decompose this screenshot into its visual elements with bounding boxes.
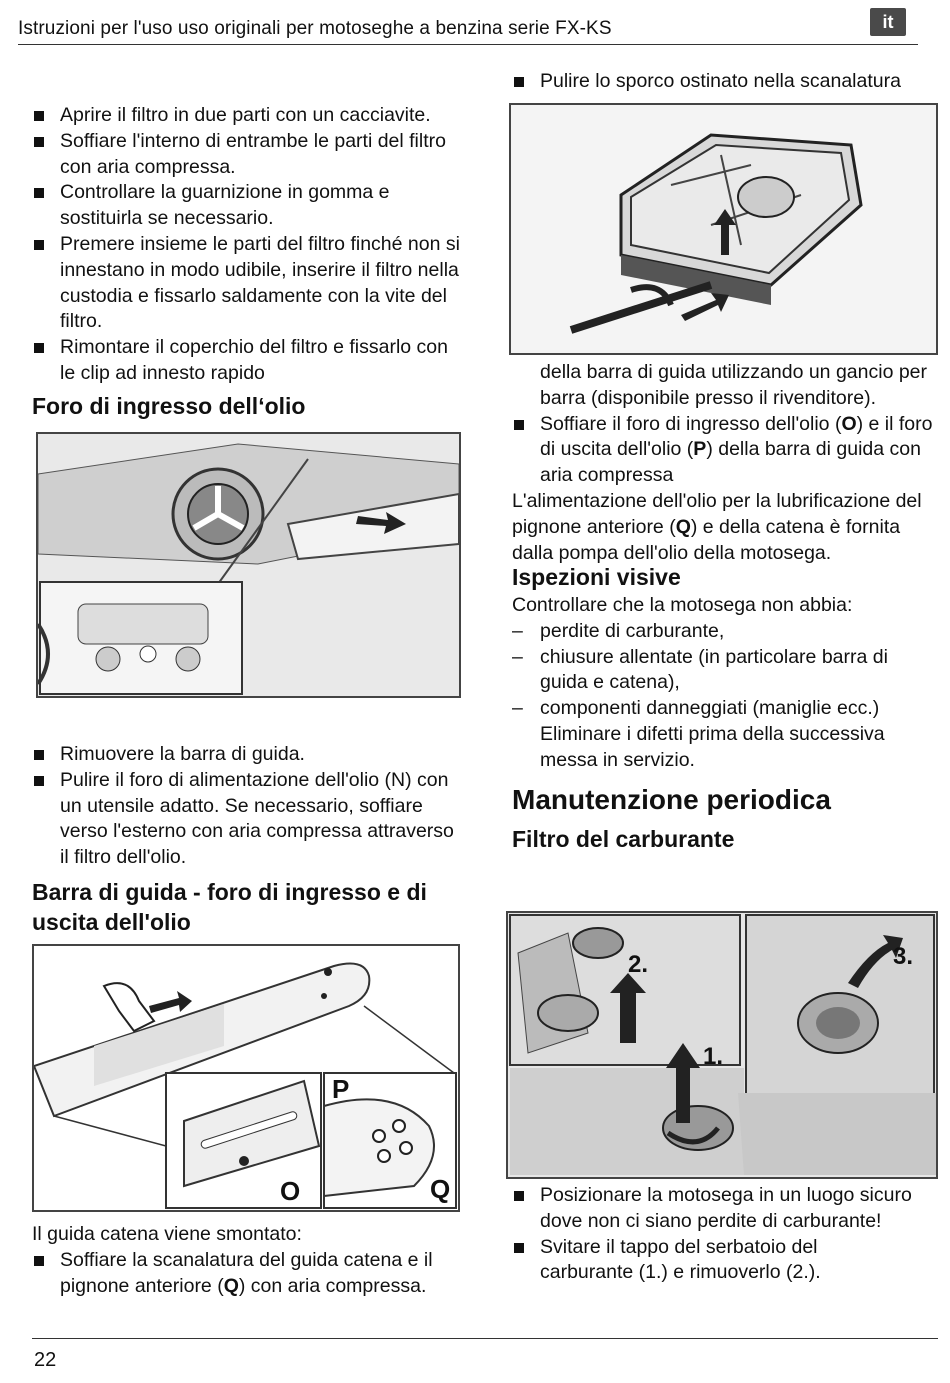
text-segment: Soffiare il foro di ingresso dell'olio ( <box>540 412 842 435</box>
label-q: Q <box>430 1174 451 1204</box>
oil-feed-paragraph <box>512 489 940 566</box>
footer-divider <box>32 1338 938 1339</box>
fuel-filter-steps-list <box>512 1183 912 1286</box>
list-item: Soffiare l'interno di entrambe le parti del filtro con aria compressa. <box>32 129 462 181</box>
heading-fuel-filter: Filtro del carburante <box>512 826 735 852</box>
step-1-label: 1. <box>703 1043 724 1070</box>
list-item: Controllare la guarnizione in gomma e sostituirla se necessario. <box>32 180 462 232</box>
list-item <box>512 412 940 489</box>
step-2-label: 2. <box>628 951 649 978</box>
text-segment: ) con aria compressa. <box>238 1274 427 1297</box>
air-filter-illustration <box>509 103 938 355</box>
list-item: Aprire il filtro in due parti con un cacciavite. <box>32 103 462 129</box>
list-item: Pulire lo sporco ostinato nella scanalatura <box>512 69 937 95</box>
document-header-title: Istruzioni per l'uso uso originali per motoseghe a benzina serie FX-KS <box>18 18 612 39</box>
label-p-inline: P <box>693 438 707 461</box>
cleaning-text <box>512 360 940 566</box>
continued-text: della barra di guida utilizzando un gancio per barra (disponibile presso il rivenditore). <box>540 361 928 409</box>
visual-inspection-list <box>512 593 937 774</box>
oil-inlet-illustration <box>36 432 461 698</box>
check-intro: Controllare che la motosega non abbia: <box>512 594 853 616</box>
text-segment: Soffiare la scanalatura del guida catena e il pignone anteriore ( <box>60 1248 433 1297</box>
step-3-label: 3. <box>893 943 914 970</box>
list-item: Premere insieme le parti del filtro finché non si innestano in modo udibile, inserire il filtro nella custodia e fissarlo saldamente con la vite del filtro. <box>32 232 462 335</box>
label-o-inline: O <box>841 412 857 435</box>
right-top-list <box>512 69 937 95</box>
text-segment: ) e il foro di uscita dell'olio ( <box>540 412 933 461</box>
label-o: O <box>280 1176 301 1206</box>
list-item: – componenti danneggiati (maniglie ecc.) Eliminare i difetti prima della successiva messa in servizio. <box>512 696 937 773</box>
guide-bar-removed-text <box>32 1222 462 1299</box>
heading-periodic-maintenance: Manutenzione periodica <box>512 784 831 815</box>
label-q-inline: Q <box>675 515 691 538</box>
list-item: Rimuovere la barra di guida. <box>32 742 462 768</box>
list-item: – chiusure allentate (in particolare barra di guida e catena), <box>512 645 937 697</box>
heading-guide-bar: Barra di guida - foro di ingresso e di uscita dell'olio <box>32 879 427 935</box>
header-divider <box>18 44 918 45</box>
list-item: Svitare il tappo del serbatoio del carburante (1.) e rimuoverlo (2.). <box>512 1235 912 1287</box>
label-p: P <box>332 1074 350 1104</box>
list-item <box>32 1248 462 1300</box>
page-number: 22 <box>34 1349 57 1371</box>
list-item: Rimontare il coperchio del filtro e fissarlo con le clip ad innesto rapido <box>32 335 462 387</box>
oil-inlet-steps-list <box>32 742 462 871</box>
list-item: – perdite di carburante, <box>512 619 937 645</box>
fuel-cap-illustration <box>506 911 938 1179</box>
language-badge: it <box>870 8 906 36</box>
filter-steps-list <box>32 103 462 387</box>
guide-bar-illustration <box>32 944 460 1212</box>
intro-text: Il guida catena viene smontato: <box>32 1223 302 1245</box>
list-item: Pulire il foro di alimentazione dell'olio (N) con un utensile adatto. Se necessario, soffiare verso l'esterno con aria compressa attraverso il filtro dell'olio. <box>32 768 462 871</box>
text-segment: L'alimentazione dell'olio per la lubrificazione del pignone anteriore ( <box>512 489 922 538</box>
text-segment: ) della barra di guida con aria compressa <box>540 438 921 487</box>
text-segment: ) e della catena è fornita dalla pompa dell'olio della motosega. <box>512 515 901 564</box>
label-q-inline: Q <box>223 1274 239 1297</box>
list-item: Posizionare la motosega in un luogo sicuro dove non ci siano perdite di carburante! <box>512 1183 912 1235</box>
heading-oil-inlet: Foro di ingresso dell‘olio <box>32 393 306 419</box>
heading-visual-inspections: Ispezioni visive <box>512 564 681 590</box>
